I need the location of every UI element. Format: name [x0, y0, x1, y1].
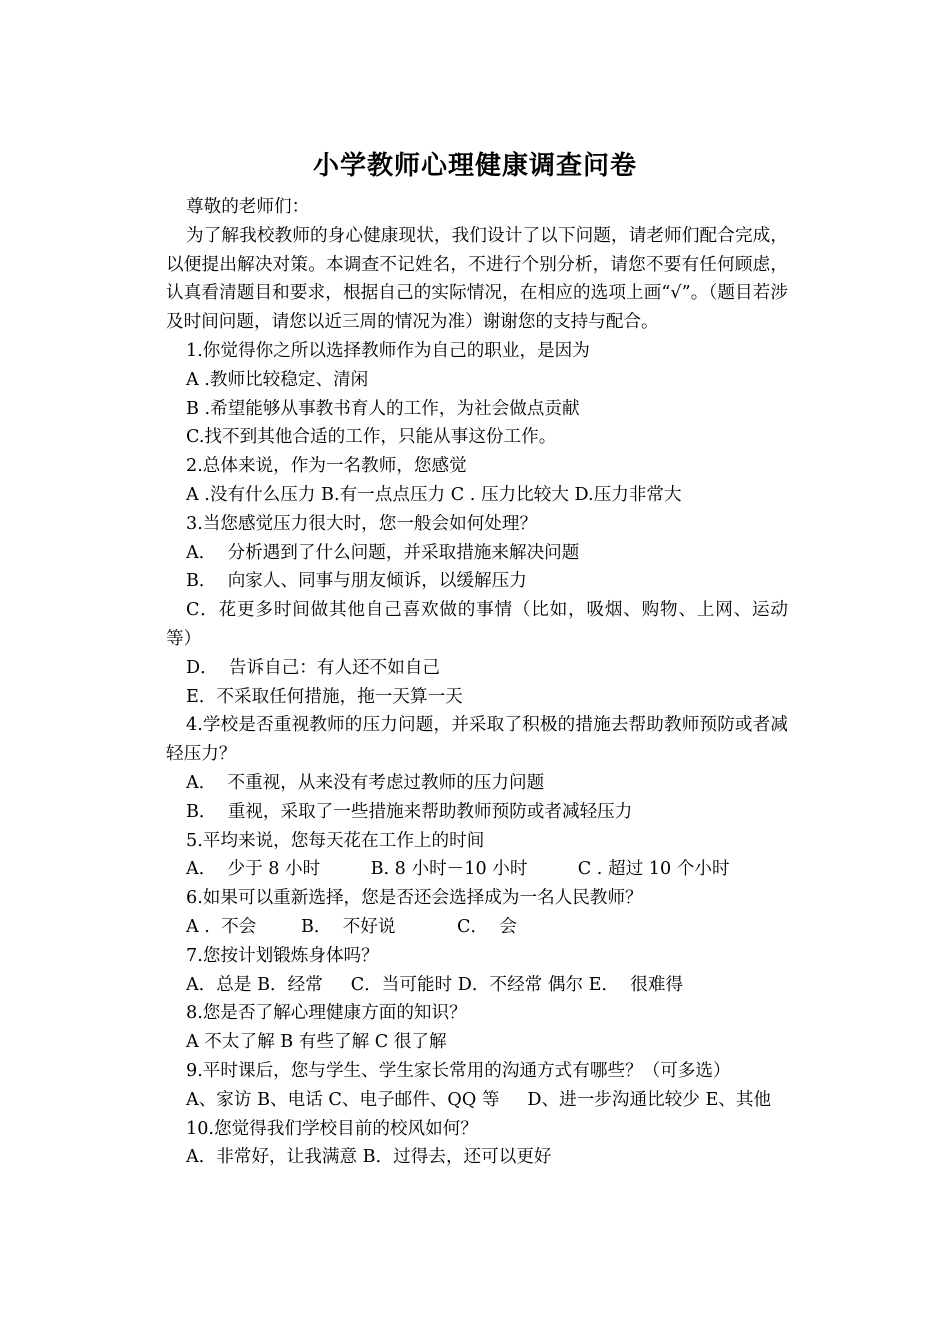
- question-3-option-b: B． 向家人、同事与朋友倾诉，以缓解压力: [186, 571, 527, 592]
- question-7: 7.您按计划锻炼身体吗？: [186, 945, 379, 966]
- question-7-options: A．总是 B．经常 C．当可能时 D．不经常 偶尔 E． 很难得: [186, 974, 684, 995]
- intro-paragraph: 为了解我校教师的身心健康现状，我们设计了以下问题，请老师们配合完成，以便提出解决对策。本调查不记姓名，不进行个别分析，请您不要有任何顾虑，认真看清题目和要求，根据自己的实际情况，在相应的选项上画“√”。（题目若涉及时间问题，请您以近三周的情况为准）谢谢您的支持与配合。: [166, 225, 788, 333]
- question-2: 2.总体来说，作为一名教师，您感觉: [186, 456, 467, 477]
- question-4-option-b: B． 重视，采取了一些措施来帮助教师预防或者减轻压力: [186, 801, 633, 822]
- question-5: 5.平均来说，您每天花在工作上的时间: [186, 830, 485, 851]
- question-10-options: A．非常好，让我满意 B．过得去，还可以更好: [186, 1147, 552, 1168]
- document-title: 小学教师心理健康调查问卷: [312, 151, 637, 181]
- question-8-options: A 不太了解 B 有些了解 C 很了解: [186, 1032, 447, 1053]
- question-8: 8.您是否了解心理健康方面的知识？: [186, 1003, 467, 1024]
- question-1-option-b: B .希望能够从事教书育人的工作，为社会做点贡献: [186, 398, 580, 419]
- question-5-options: A． 少于 8 小时 B. 8 小时－10 小时 C . 超过 10 个小时: [186, 859, 730, 880]
- question-6-options: A . 不会 B． 不好说 C． 会: [186, 916, 517, 937]
- question-1-option-a: A .教师比较稳定、清闲: [186, 369, 369, 390]
- question-3: 3.当您感觉压力很大时，您一般会如何处理？: [186, 513, 538, 534]
- question-1-option-c: C.找不到其他合适的工作，只能从事这份工作。: [186, 427, 557, 448]
- question-3-option-e: E．不采取任何措施，拖一天算一天: [186, 686, 463, 707]
- greeting-line: 尊敬的老师们：: [186, 197, 310, 217]
- question-1: 1.你觉得你之所以选择教师作为自己的职业，是因为: [186, 340, 590, 361]
- question-10: 10.您觉得我们学校目前的校风如何？: [186, 1118, 478, 1139]
- question-9: 9.平时课后，您与学生、学生家长常用的沟通方式有哪些？（可多选）: [186, 1060, 731, 1081]
- question-4-option-a: A． 不重视，从来没有考虑过教师的压力问题: [186, 772, 545, 793]
- question-9-options: A、家访 B、电话 C、电子邮件、QQ 等 D、进一步沟通比较少 E、其他: [186, 1089, 772, 1110]
- question-4: 4.学校是否重视教师的压力问题，并采取了积极的措施去帮助教师预防或者减轻压力？: [166, 715, 788, 765]
- question-2-options: A .没有什么压力 B.有一点点压力 C . 压力比较大 D.压力非常大: [186, 484, 682, 505]
- document-body: [166, 193, 788, 1172]
- question-6: 6.如果可以重新选择，您是否还会选择成为一名人民教师？: [186, 888, 643, 909]
- question-3-option-a: A． 分析遇到了什么问题，并采取措施来解决问题: [186, 542, 580, 563]
- question-3-option-d: D． 告诉自己：有人还不如自己: [186, 657, 441, 678]
- question-3-option-c: C．花更多时间做其他自己喜欢做的事情（比如，吸烟、购物、上网、运动等）: [166, 600, 788, 649]
